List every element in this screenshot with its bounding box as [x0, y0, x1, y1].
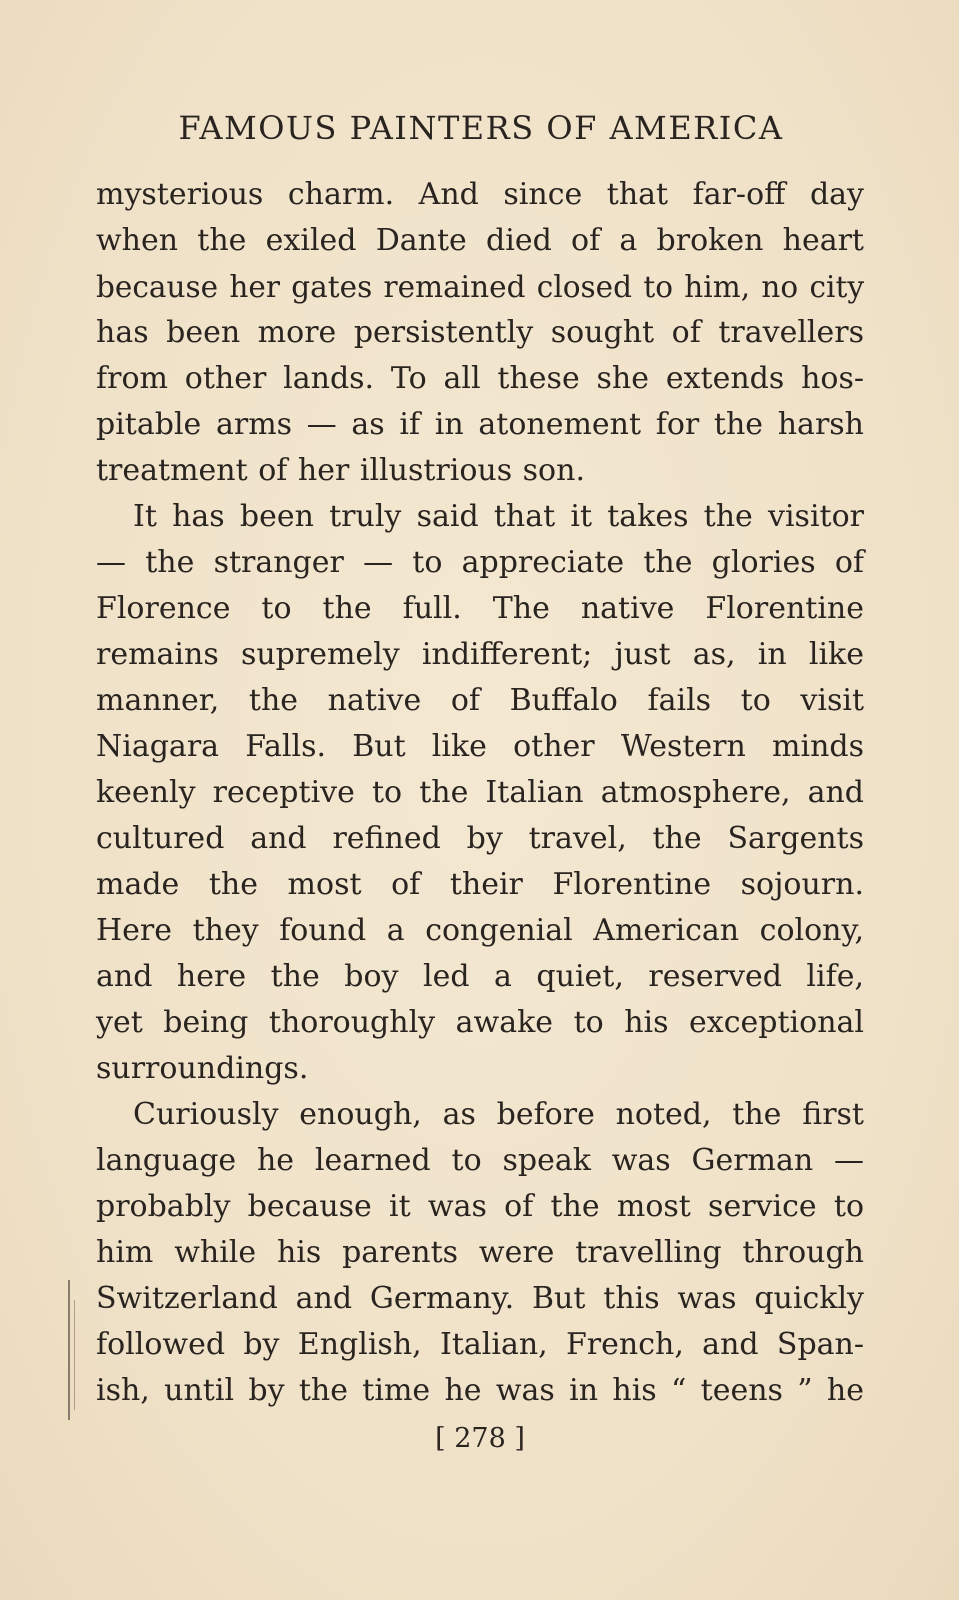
text-line: cultured and refined by travel, the Sargents [96, 821, 864, 856]
paragraph-2 [96, 494, 864, 1092]
text-line: him while his parents were travelling through [96, 1235, 864, 1270]
text-line: mysterious charm. And since that far-off day [96, 177, 864, 212]
text-line: ish, until by the time he was in his “ teens ” he [96, 1373, 864, 1408]
page-number: [ 278 ] [435, 1423, 525, 1454]
body-text [96, 172, 864, 1414]
text-line: Niagara Falls. But like other Western minds [96, 729, 864, 764]
text-line: probably because it was of the most service to [96, 1189, 864, 1224]
text-line: — the stranger — to appreciate the glories of [96, 545, 864, 580]
paragraph-3 [96, 1092, 864, 1414]
text-line: Curiously enough, as before noted, the first [133, 1097, 864, 1132]
text-line: Florence to the full. The native Florentine [96, 591, 864, 626]
text-line: made the most of their Florentine sojourn. [96, 867, 864, 902]
text-line: has been more persistently sought of travellers [96, 315, 864, 350]
paragraph-1 [96, 172, 864, 494]
margin-pencil-mark [68, 1280, 70, 1420]
margin-pencil-mark [74, 1300, 75, 1410]
text-line: Here they found a congenial American colony, [96, 913, 864, 948]
text-line: yet being thoroughly awake to his exceptional [96, 1005, 864, 1040]
text-line: because her gates remained closed to him, no city [96, 270, 864, 304]
text-line: manner, the native of Buffalo fails to visit [96, 683, 864, 718]
text-line: language he learned to speak was German — [96, 1143, 864, 1178]
text-line: followed by English, Italian, French, and Span- [96, 1327, 864, 1362]
text-line: pitable arms — as if in atonement for the harsh [96, 407, 864, 442]
text-line: Switzerland and Germany. But this was quickly [96, 1281, 864, 1316]
text-line: remains supremely indifferent; just as, in like [96, 637, 864, 672]
text-line: It has been truly said that it takes the visitor [133, 499, 864, 534]
text-line: from other lands. To all these she extends hos- [96, 361, 864, 396]
text-line: and here the boy led a quiet, reserved life, [96, 959, 864, 994]
running-head: FAMOUS PAINTERS OF AMERICA [178, 109, 784, 147]
text-line: surroundings. [96, 1051, 309, 1086]
text-line: when the exiled Dante died of a broken heart [96, 223, 864, 258]
text-line: treatment of her illustrious son. [96, 453, 585, 488]
text-line: keenly receptive to the Italian atmosphere, and [96, 775, 864, 810]
